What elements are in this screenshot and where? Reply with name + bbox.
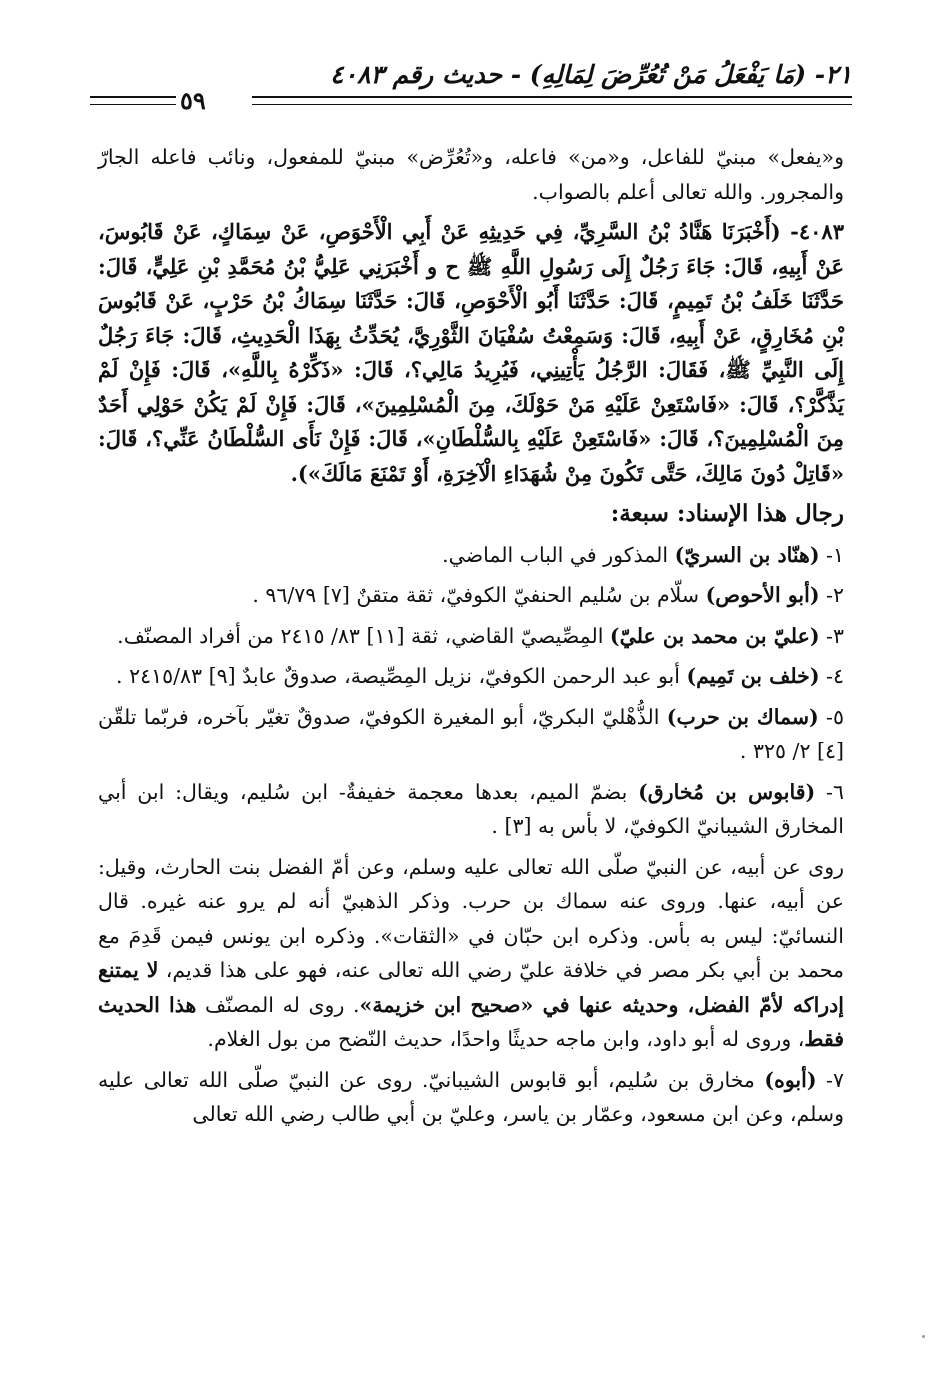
narrator-name: (قابوس بن مُخارق)	[638, 779, 816, 804]
qabus-text-1: روى عن أبيه، عن النبيّ صلّى الله تعالى عليه وسلم، وعن أمّ الفضل بنت الحارث، وقيل: عن أبيه، عنها. وروى عنه سماك بن حرب. وذكر الذهبيّ أنه لم يرو عنه غيره. قال النسائيّ: ليس به بأس. وذكره ابن حبّان في «الثقات». وذكره ابن يونس فيمن قَدِمَ مع محمد بن أبي بكر مصر في خلافة عليّ رضي الله تعالى عنه، فهو على هذا قديم،	[98, 854, 844, 982]
qabus-text-3: ، وروى له أبو داود، وابن ماجه حديثًا واحدًا، حديث النّضح من بول الغلام.	[207, 1027, 805, 1051]
qabus-text-2: . روى له المصنّف	[196, 992, 360, 1017]
narrator-entry	[98, 700, 844, 769]
header-rule-left-thin	[90, 104, 176, 105]
narrator-entry	[98, 619, 844, 654]
narrator-number: ٤-	[819, 664, 844, 688]
narrator-details: بضمّ الميم، بعدها معجمة خفيفةٌ- ابن سُليم، ويقال: ابن أبي المخارق الشيبانيّ الكوفيّ، لا بأس به [٣] .	[98, 779, 844, 838]
narrator-name: (هنّاد بن السريّ)	[674, 542, 820, 567]
narrator-entry	[98, 538, 844, 573]
narrator-name: (أبو الأحوص)	[705, 583, 820, 607]
header-rule	[252, 96, 852, 98]
intro-paragraph: و«يفعل» مبنيّ للفاعل، و«من» فاعله، و«تُعُرِّض» مبنيّ للمفعول، ونائب فاعله الجارّ والمجرور. والله تعالى أعلم بالصواب.	[98, 145, 844, 204]
page-header	[90, 58, 852, 114]
narrator-entry	[98, 659, 844, 694]
narrator-entry	[98, 775, 844, 844]
narrator-entry	[98, 578, 844, 613]
margin-dot	[922, 1335, 925, 1338]
narrator-number: ٢-	[819, 583, 844, 607]
narrator-number: ٥-	[818, 704, 845, 729]
hadith-text: ٤٠٨٣- (أَخْبَرَنَا هَنَّادُ بْنُ السَّرِيِّ، فِي حَدِيثِهِ عَنْ أَبِي الْأَحْوَصِ، عَنْ سِمَاكٍ، عَنْ قَابُوسَ، عَنْ أَبِيهِ، قَالَ: جَاءَ رَجُلٌ إِلَى رَسُولِ اللَّهِ ﷺ ح و أَخْبَرَنِي عَلِيُّ بْنُ مُحَمَّدِ بْنِ عَلِيٍّ، قَالَ: حَدَّثَنَا خَلَفُ بْنُ تَمِيمٍ، قَالَ: حَدَّثَنَا أَبُو الْأَحْوَصِ، قَالَ: حَدَّثَنَا سِمَاكُ بْنُ حَرْبٍ، عَنْ قَابُوسَ بْنِ مُخَارِقٍ، عَنْ أَبِيهِ، قَالَ: وَسَمِعْتُ سُفْيَانَ الثَّوْرِيَّ، يُحَدِّثُ بِهَذَا الْحَدِيثِ، قَالَ: جَاءَ رَجُلٌ إِلَى النَّبِيِّ ﷺ، فَقَالَ: الرَّجُلُ يَأْتِينِي، فَيُرِيدُ مَالِي؟، قَالَ: «ذَكِّرْهُ بِاللَّهِ»، قَالَ: فَإِنْ لَمْ يَذَّكَّرْ؟، قَالَ: «فَاسْتَعِنْ عَلَيْهِ مَنْ حَوْلَكَ، مِنَ الْمُسْلِمِينَ»، قَالَ: فَإِنْ لَمْ يَكُنْ حَوْلِي أَحَدٌ مِنَ الْمُسْلِمِينَ؟، قَالَ: «فَاسْتَعِنْ عَلَيْهِ بِالسُّلْطَانِ»، قَالَ: فَإِنْ نَأَى السُّلْطَانُ عَنِّي؟، قَالَ: «قَاتِلْ دُونَ مَالِكَ، حَتَّى تَكُونَ مِنْ شُهَدَاءِ الْآخِرَةِ، أَوْ تَمْنَعَ مَالَكَ»).	[98, 219, 844, 486]
narrator-name: (خلف بن تَمِيم)	[686, 664, 820, 688]
qabus-biography	[98, 850, 844, 1057]
narrator-number: ٦-	[815, 779, 844, 804]
header-rule-left	[90, 96, 176, 98]
narrator-entry	[98, 1063, 844, 1132]
section-heading: رجال هذا الإسناد: سبعة:	[610, 500, 844, 527]
narrator-number: ٣-	[819, 623, 844, 648]
narrator-details: المذكور في الباب الماضي.	[442, 542, 675, 567]
qabus-bold-2: هذا الحديث فقط	[98, 992, 844, 1051]
narrator-number: ٧-	[816, 1067, 844, 1092]
header-rule-thin	[252, 104, 852, 105]
narrator-details: سلّام بن سُليم الحنفيّ الكوفيّ، ثقة متقنٌ [٧] ٩٦/٧٩ .	[252, 583, 706, 607]
narrator-details: مخارق بن سُليم، أبو قابوس الشيبانيّ. روى عن النبيّ صلّى الله تعالى عليه وسلم، وعن ابن مسعود، وعمّار بن ياسر، وعليّ بن أبي طالب رضي الله تعالى	[98, 1067, 844, 1126]
narrator-number: ١-	[819, 542, 844, 567]
qabus-bold-1: لا يمتنع إدراكه لأمّ الفضل، وحديثه عنها في «صحيح ابن خزيمة»	[98, 958, 844, 1017]
narrator-details: أبو عبد الرحمن الكوفيّ، نزيل المِصِّيصة، صدوقٌ عابدٌ [٩] ٢٤١٥/٨٣ .	[116, 664, 687, 688]
narrator-details: الذُّهْليّ البكريّ، أبو المغيرة الكوفيّ، صدوقٌ تغيّر بآخره، فربّما تلقّن [٤] ٢/ ٣٢٥ .	[98, 704, 844, 763]
page-number: ٥٩	[180, 86, 206, 115]
chapter-title: ٢١- (مَا يَفْعَلُ مَنْ تُعُرِّضَ لِمَالِهِ) - حديث رقم ٤٠٨٣	[330, 60, 852, 89]
page-body	[98, 140, 844, 1138]
narrator-name: (أبوه)	[764, 1067, 817, 1092]
narrator-details: المِصِّيصيّ القاضي، ثقة [١١] ٨٣/ ٢٤١٥ من أفراد المصنّف.	[117, 623, 610, 648]
narrator-name: (سماك بن حرب)	[666, 704, 819, 729]
narrator-name: (عليّ بن محمد بن عليّ)	[609, 623, 820, 648]
